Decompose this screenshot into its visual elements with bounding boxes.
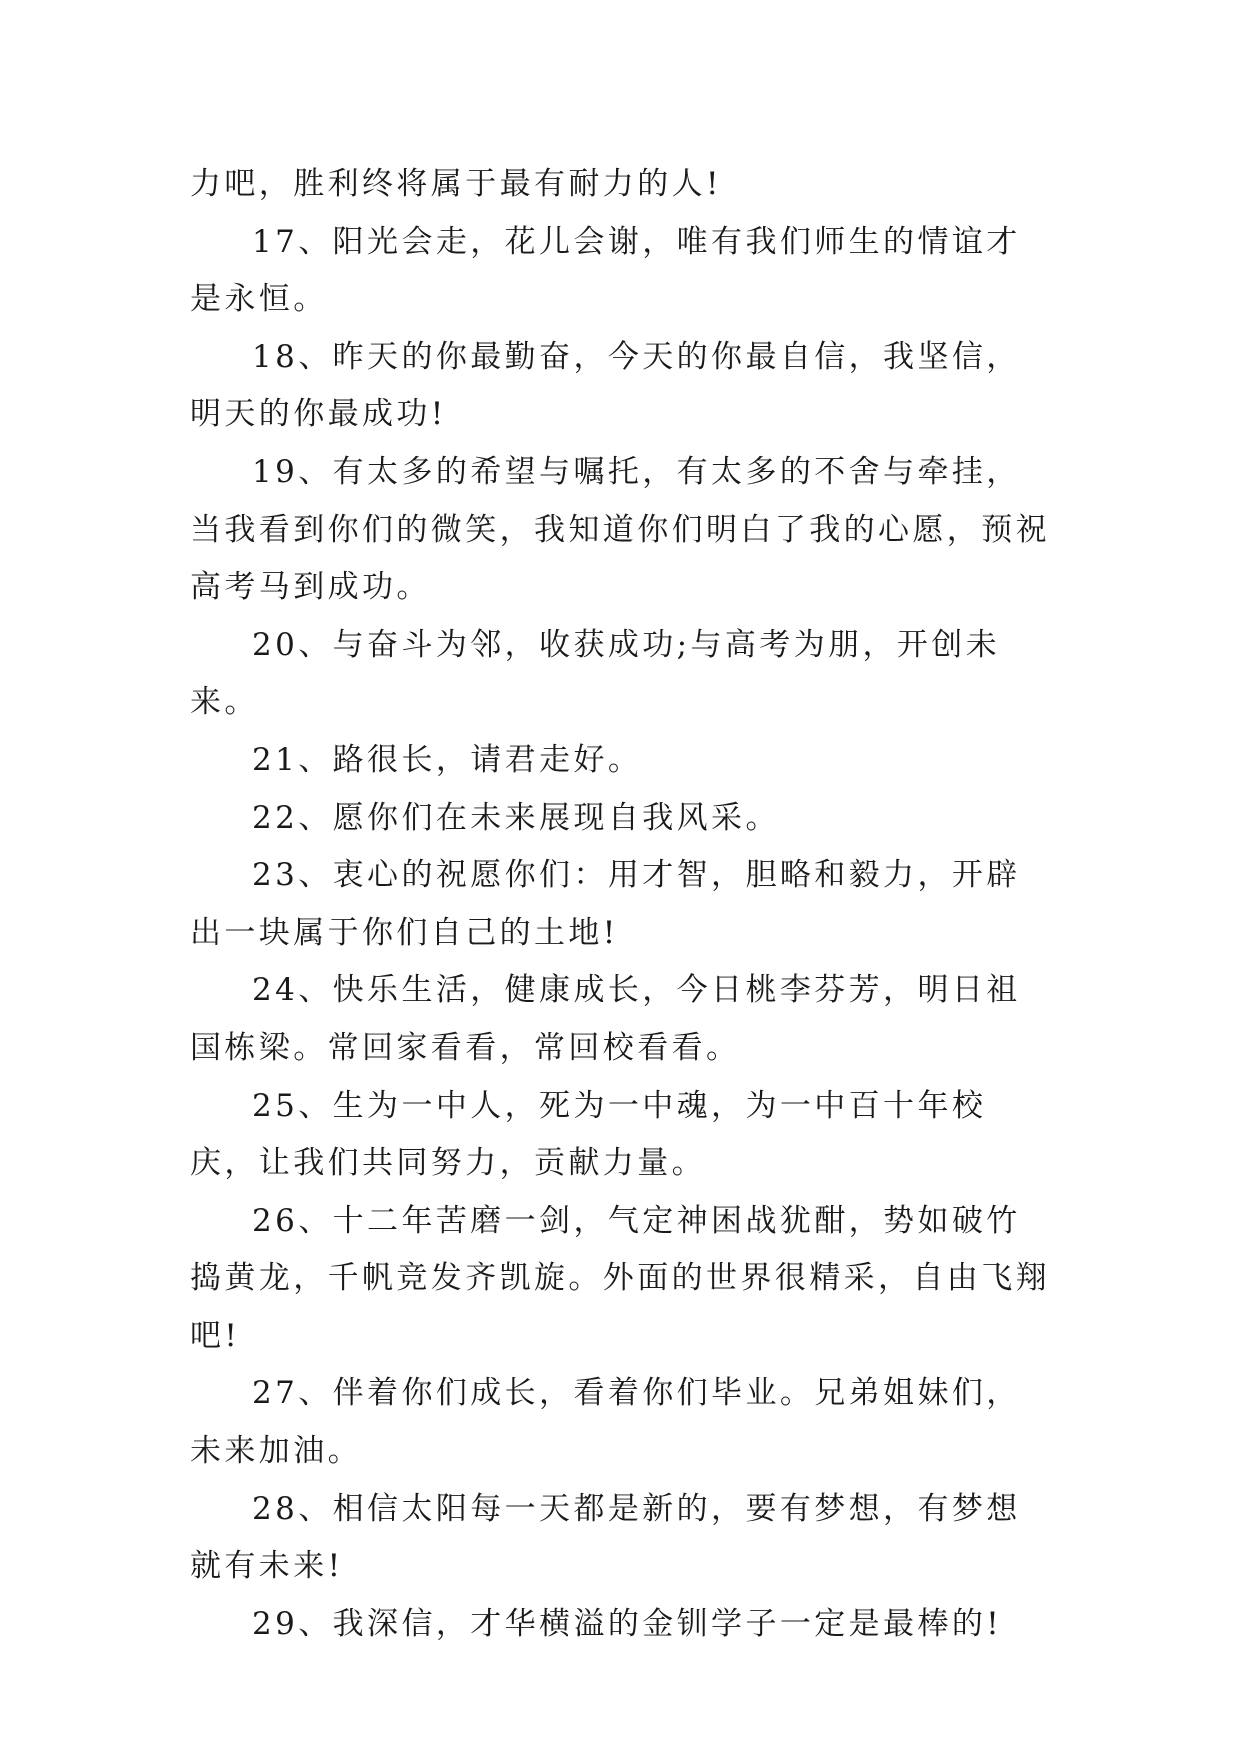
paragraph-23: 23、衷心的祝愿你们：用才智，胆略和毅力，开辟出一块属于你们自己的土地! [190, 857, 1021, 951]
paragraph-19: 19、有太多的希望与嘱托，有太多的不舍与牵挂，当我看到你们的微笑，我知道你们明白了我的心愿，预祝高考马到成功。 [190, 453, 1050, 606]
paragraph-18: 18、昨天的你最勤奋，今天的你最自信，我坚信，明天的你最成功! [190, 338, 1021, 433]
paragraph-21: 21、路很长，请君走好。 [252, 741, 643, 778]
paragraph-22: 22、愿你们在未来展现自我风采。 [252, 799, 780, 836]
document-body [190, 156, 1054, 1653]
paragraph-26: 26、十二年苦磨一剑，气定神困战犹酣，势如破竹捣黄龙，千帆竞发齐凯旋。外面的世界很精采，自由飞翔吧! [190, 1202, 1050, 1354]
paragraph-20: 20、与奋斗为邻，收获成功;与高考为朋，开创未来。 [190, 626, 1001, 721]
paragraph-29: 29、我深信，才华横溢的金钏学子一定是最棒的! [252, 1605, 1003, 1642]
paragraph-continuation: 力吧，胜利终将属于最有耐力的人! [190, 166, 722, 202]
paragraph-25: 25、生为一中人，死为一中魂，为一中百十年校庆，让我们共同努力，贡献力量。 [190, 1087, 987, 1182]
paragraph-28: 28、相信太阳每一天都是新的，要有梦想，有梦想就有未来! [190, 1490, 1021, 1585]
paragraph-27: 27、伴着你们成长，看着你们毕业。兄弟姐妹们，未来加油。 [190, 1375, 1021, 1470]
paragraph-24: 24、快乐生活，健康成长，今日桃李芬芳，明日祖国栋梁。常回家看看，常回校看看。 [190, 972, 1021, 1066]
paragraph-17: 17、阳光会走，花儿会谢，唯有我们师生的情谊才是永恒。 [190, 223, 1021, 318]
